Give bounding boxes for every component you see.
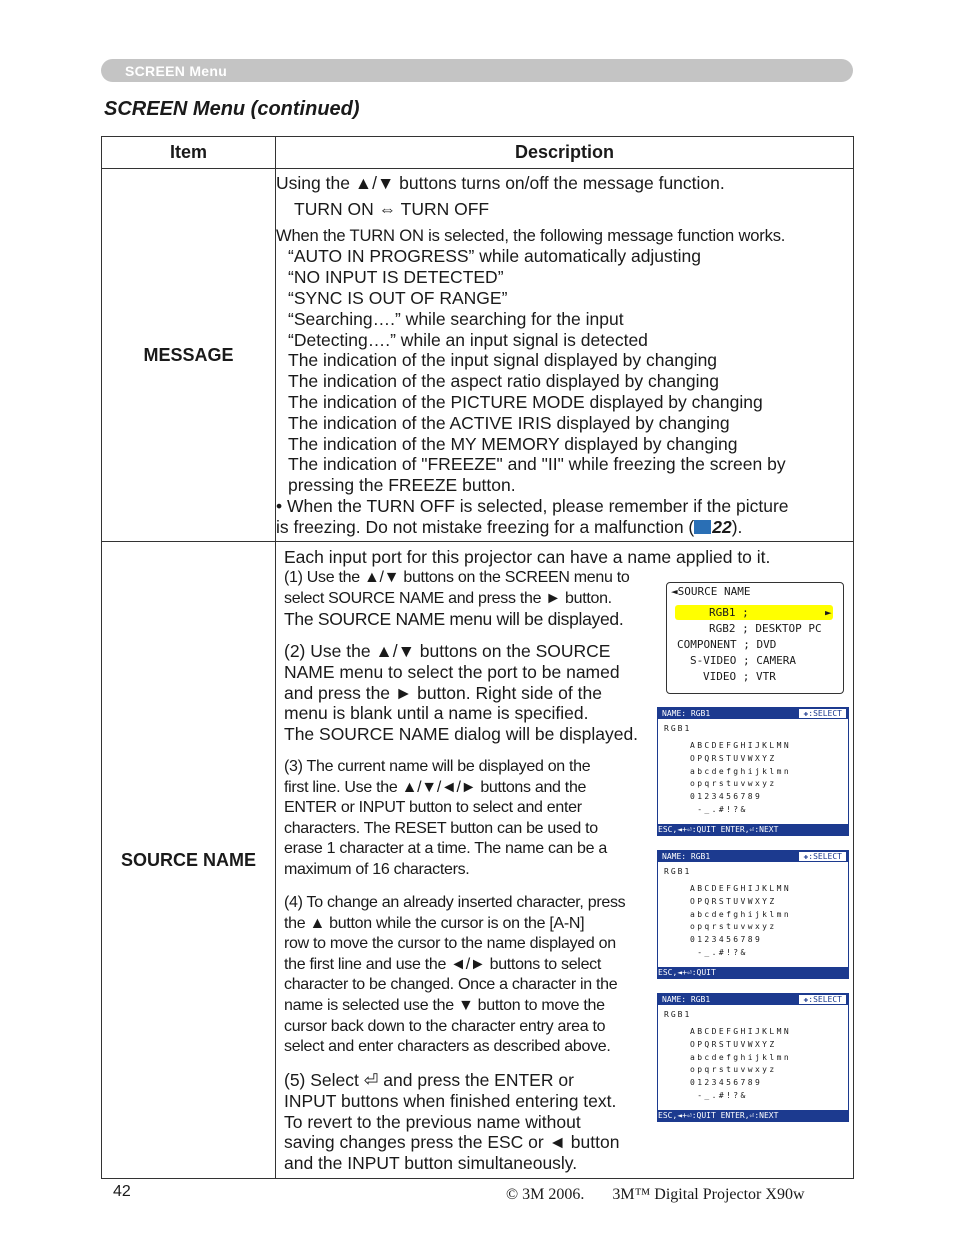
character-grid[interactable]: ABCDEFGHIJKLMN OPQRSTUVWXYZ abcdefghijklmn opqrstuvwxyz 0123456789 -_.#!?&	[690, 741, 792, 814]
message-off-1: • When the TURN OFF is selected, please remember if the picture	[276, 495, 789, 516]
menu-row-component[interactable]: COMPONENT ; DVD	[677, 638, 777, 651]
message-list-item: The indication of the PICTURE MODE displayed by changing	[288, 391, 763, 412]
source-intro: Each input port for this projector can have a name applied to it.	[284, 547, 771, 567]
col-header-desc: Description	[276, 137, 854, 169]
step-line: To revert to the previous name without	[284, 1111, 581, 1132]
message-list-item: The indication of the ACTIVE IRIS displayed by changing	[288, 412, 730, 433]
message-list-item: “AUTO IN PROGRESS” while automatically adjusting	[288, 246, 702, 267]
step-line: select and enter characters as described above.	[284, 1038, 611, 1056]
header-tab-label: SCREEN Menu	[125, 63, 228, 79]
message-list-item: The indication of the aspect ratio displayed by changing	[288, 371, 719, 392]
dialog-name-line[interactable]: RGB1	[664, 867, 692, 876]
source-step-2	[284, 641, 646, 745]
dialog-title-bar: NAME: RGB1 ✚:SELECT	[658, 708, 848, 719]
menu-title: ◄SOURCE NAME	[671, 585, 751, 598]
step-line: and the INPUT button simultaneously.	[284, 1153, 578, 1174]
book-icon	[694, 520, 711, 534]
item-message: MESSAGE	[102, 169, 276, 542]
step-line: first line. Use the ▲/▼/◄/► buttons and the	[284, 778, 587, 796]
menu-row-video[interactable]: VIDEO ; VTR	[703, 670, 776, 683]
step-line: NAME menu to select the port to be named	[284, 661, 620, 682]
step-line: characters. The RESET button can be used to	[284, 819, 598, 837]
step-line: name is selected use the ▼ button to move the	[284, 996, 605, 1014]
message-list-item: The indication of the MY MEMORY displayed by changing	[288, 433, 738, 454]
item-source-name: SOURCE NAME	[102, 542, 276, 1179]
step-line: character to be changed. Once a character in the	[284, 976, 618, 994]
menu-row-rgb1[interactable]: RGB1 ;	[709, 606, 749, 619]
step-line: menu is blank until a name is specified.	[284, 703, 589, 724]
arrow-right-icon: ►	[825, 606, 832, 619]
source-name-dialog-1	[657, 707, 849, 836]
dialog-footer-bar: ESC,◄+⏎:QUIT ENTER,⏎:NEXT	[658, 824, 848, 835]
desc-message	[276, 169, 854, 542]
message-off-2: is freezing. Do not mistake freezing for a malfunction ( 22).	[276, 516, 743, 537]
page-ref[interactable]: 22	[712, 516, 732, 537]
footer-copyright: © 3M 2006. 3M™ Digital Projector X90w	[506, 1186, 805, 1203]
step-line: the first line and use the ◄/► buttons to select	[284, 955, 602, 973]
source-step-3	[284, 757, 646, 881]
character-grid[interactable]: ABCDEFGHIJKLMN OPQRSTUVWXYZ abcdefghijklmn opqrstuvwxyz 0123456789 -_.#!?&	[690, 1027, 792, 1100]
source-name-dialog-2	[657, 850, 849, 979]
dialog-title-bar: NAME: RGB1 ✚:SELECT	[658, 851, 848, 862]
step-line: and press the ► button. Right side of the	[284, 682, 602, 703]
select-hint: ✚:SELECT	[799, 995, 846, 1004]
source-name-dialog-3	[657, 993, 849, 1122]
message-line-3: When the TURN ON is selected, the following message function works.	[276, 225, 786, 245]
step-line: saving changes press the ESC or ◄ button	[284, 1132, 620, 1153]
dialog-title-bar: NAME: RGB1 ✚:SELECT	[658, 994, 848, 1005]
source-step-5	[284, 1070, 646, 1174]
select-hint: ✚:SELECT	[799, 852, 846, 861]
menu-row-rgb2[interactable]: RGB2 ; DESKTOP PC	[709, 622, 822, 635]
select-hint: ✚:SELECT	[799, 709, 846, 718]
step-line: ENTER or INPUT button to select and enter	[284, 799, 582, 817]
message-list-item: The indication of the input signal displayed by changing	[288, 350, 718, 371]
step-line: erase 1 character at a time. The name can be a	[284, 840, 607, 858]
message-list-item: The indication of "FREEZE" and "II" while freezing the screen by	[288, 454, 786, 475]
message-line-1: Using the ▲/▼ buttons turns on/off the message function.	[276, 173, 725, 193]
message-list-item: “Searching….” while searching for the input	[288, 308, 624, 329]
source-step-4	[284, 893, 646, 1058]
step-line: the ▲ button while the cursor is on the [A-N]	[284, 914, 585, 932]
source-step-1: (1) Use the ▲/▼ buttons on the SCREEN menu to select SOURCE NAME and press the ► button. The SOURCE NAME menu will be displayed.	[284, 569, 630, 630]
message-list-item: “Detecting….” while an input signal is detected	[288, 329, 648, 350]
step-line: INPUT buttons when finished entering text.	[284, 1090, 617, 1111]
step-line: (4) To change an already inserted character, press	[284, 894, 626, 911]
menu-table	[101, 136, 854, 1179]
dialog-footer-bar: ESC,◄+⏎:QUIT ENTER,⏎:NEXT	[658, 1110, 848, 1121]
dialog-name-line[interactable]: RGB1	[664, 724, 692, 733]
message-list-item: “SYNC IS OUT OF RANGE”	[288, 287, 508, 308]
col-header-item: Item	[102, 137, 276, 169]
step-line: (5) Select ⏎ and press the ENTER or	[284, 1070, 574, 1090]
step-line: row to move the cursor to the name displayed on	[284, 935, 616, 953]
step-line: (3) The current name will be displayed on the	[284, 758, 591, 775]
step-line: (2) Use the ▲/▼ buttons on the SOURCE	[284, 641, 611, 661]
desc-source-name	[276, 542, 854, 1179]
step-line: cursor back down to the character entry area to	[284, 1017, 606, 1035]
dialog-name-line[interactable]: RGB1	[664, 1010, 692, 1019]
message-toggle: TURN ON ⇔ TURN OFF	[294, 198, 490, 219]
step-line: maximum of 16 characters.	[284, 860, 470, 878]
dialog-footer-bar: ESC,◄+⏎:QUIT	[658, 967, 848, 978]
header-bar	[101, 59, 853, 82]
step-line: The SOURCE NAME dialog will be displayed.	[284, 724, 639, 745]
section-title: SCREEN Menu (continued)	[104, 98, 360, 120]
menu-row-svideo[interactable]: S-VIDEO ; CAMERA	[690, 654, 796, 667]
page-number: 42	[113, 1183, 131, 1200]
message-list	[276, 246, 853, 496]
character-grid[interactable]: ABCDEFGHIJKLMN OPQRSTUVWXYZ abcdefghijklmn opqrstuvwxyz 0123456789 -_.#!?&	[690, 884, 792, 957]
message-list-item: pressing the FREEZE button.	[288, 475, 516, 496]
source-name-menu	[666, 582, 844, 694]
message-list-item: “NO INPUT IS DETECTED”	[288, 267, 504, 288]
